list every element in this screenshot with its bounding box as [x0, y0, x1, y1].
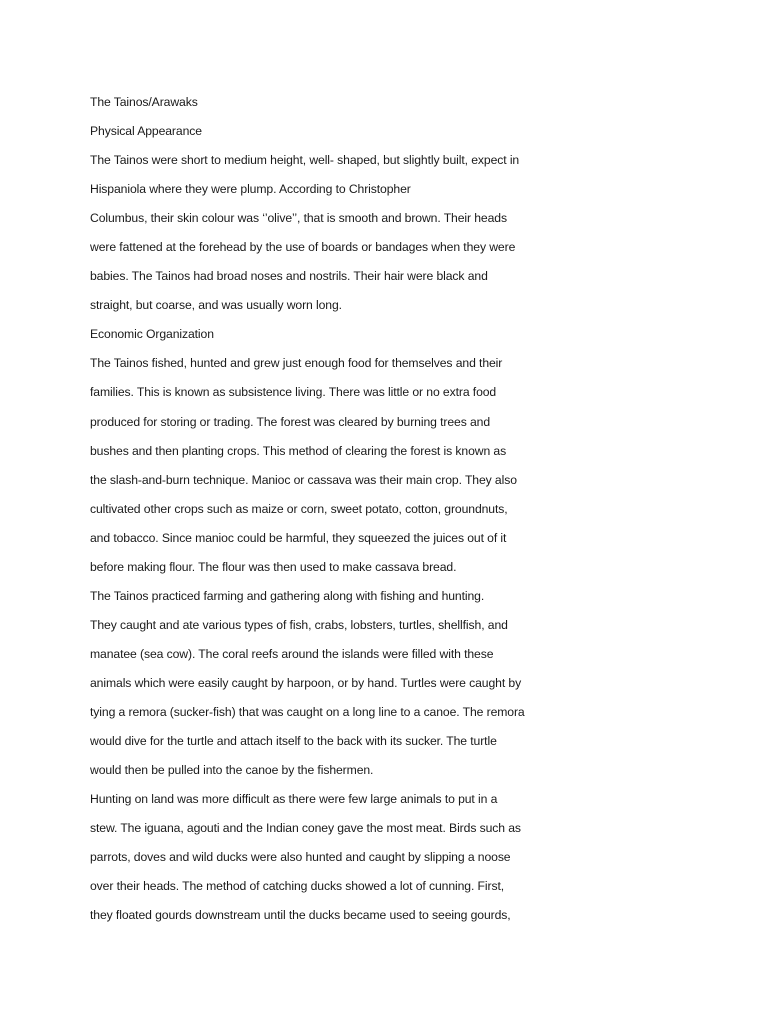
text-line: before making flour. The flour was then used to make cassava bread.	[90, 559, 457, 574]
text-line: Hispaniola where they were plump. According to Christopher	[90, 182, 411, 197]
text-line: manatee (sea cow). The coral reefs around the islands were filled with these	[90, 646, 494, 661]
text-line: cultivated other crops such as maize or corn, sweet potato, cotton, groundnuts,	[90, 501, 508, 516]
text-line: bushes and then planting crops. This method of clearing the forest is known as	[90, 443, 507, 458]
text-line: tying a remora (sucker-fish) that was caught on a long line to a canoe. The remora	[90, 704, 525, 719]
text-line: The Tainos were short to medium height, well- shaped, but slightly built, expect in	[90, 153, 520, 168]
text-line: babies. The Tainos had broad noses and nostrils. Their hair were black and	[90, 269, 488, 284]
text-line: would dive for the turtle and attach itself to the back with its sucker. The turtle	[90, 734, 497, 749]
text-line: would then be pulled into the canoe by the fishermen.	[90, 763, 374, 778]
text-line: families. This is known as subsistence living. There was little or no extra food	[90, 385, 497, 400]
text-line: parrots, doves and wild ducks were also hunted and caught by slipping a noose	[90, 850, 511, 865]
text-line: they floated gourds downstream until the ducks became used to seeing gourds,	[90, 908, 511, 923]
document-title: The Tainos/Arawaks	[90, 95, 198, 109]
text-line: They caught and ate various types of fish, crabs, lobsters, turtles, shellfish, and	[90, 617, 508, 632]
text-line: the slash-and-burn technique. Manioc or cassava was their main crop. They also	[90, 472, 517, 487]
section-heading-economic-organization: Economic Organization	[90, 327, 214, 342]
text-line: over their heads. The method of catching ducks showed a lot of cunning. First,	[90, 879, 505, 894]
text-line: were fattened at the forehead by the use of boards or bandages when they were	[90, 240, 516, 255]
text-line: produced for storing or trading. The forest was cleared by burning trees and	[90, 414, 491, 429]
text-line: and tobacco. Since manioc could be harmful, they squeezed the juices out of it	[90, 530, 507, 545]
text-line: stew. The iguana, agouti and the Indian coney gave the most meat. Birds such as	[90, 821, 521, 836]
text-line: Columbus, their skin colour was ‘’olive’’, that is smooth and brown. Their heads	[90, 211, 507, 226]
text-line: Hunting on land was more difficult as there were few large animals to put in a	[90, 792, 498, 807]
document-body	[90, 91, 730, 933]
text-line: straight, but coarse, and was usually worn long.	[90, 298, 342, 313]
text-line: animals which were easily caught by harpoon, or by hand. Turtles were caught by	[90, 675, 522, 690]
text-line: The Tainos fished, hunted and grew just enough food for themselves and their	[90, 356, 503, 371]
section-heading-physical-appearance: Physical Appearance	[90, 124, 202, 139]
text-line: The Tainos practiced farming and gathering along with fishing and hunting.	[90, 588, 485, 603]
